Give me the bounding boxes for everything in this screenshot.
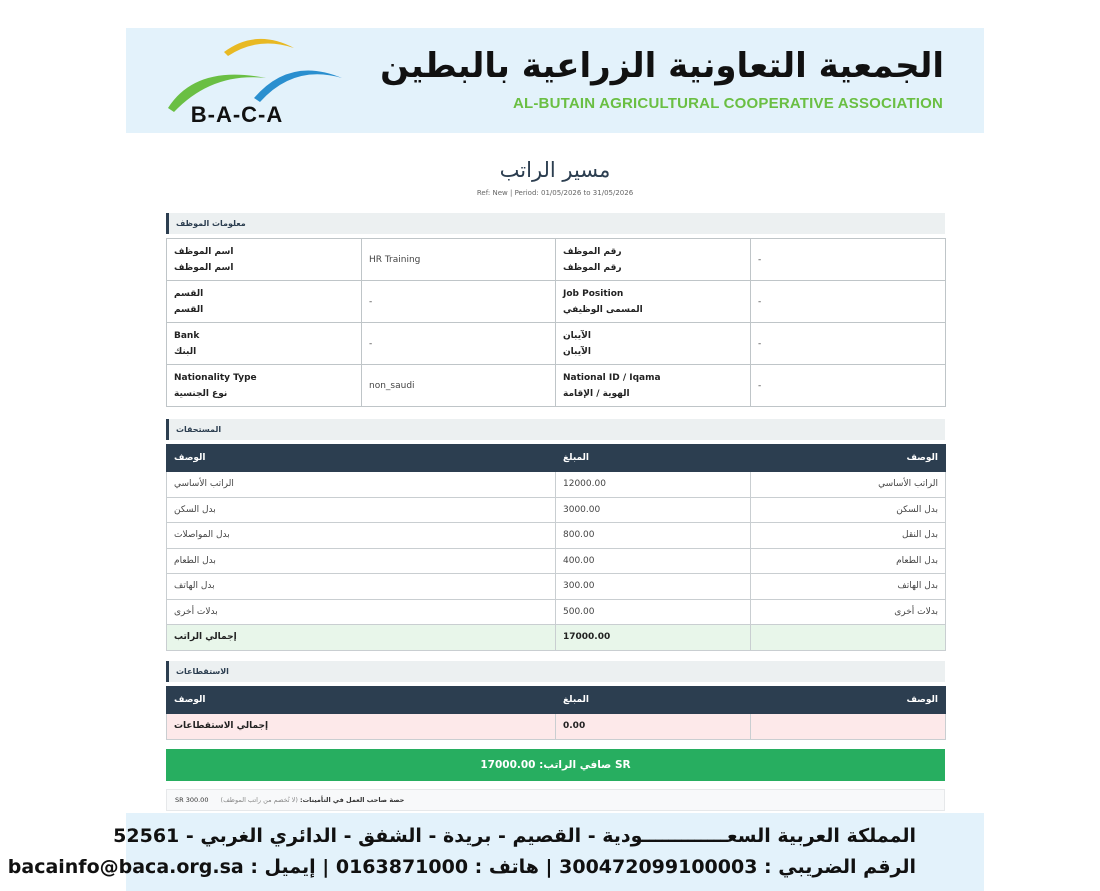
deductions-section-title: الاستقطاعات <box>166 661 945 682</box>
note-muted: (لا تُخصم من راتب الموظف) <box>220 796 298 804</box>
info-value: - <box>751 281 946 323</box>
earnings-total-amount: 17000.00 <box>556 625 751 651</box>
deductions-total-label: إجمالي الاستقطاعات <box>167 714 556 740</box>
org-name-arabic: الجمعية التعاونية الزراعية بالبطين <box>380 46 944 86</box>
info-label: الآيبان الآيبان <box>556 323 751 365</box>
note-label: حصة صاحب العمل في التأمينات: <box>300 796 405 804</box>
earning-description-ar: بدل النقل <box>751 523 946 549</box>
deductions-header-row <box>167 687 946 714</box>
info-value: HR Training <box>362 239 556 281</box>
employee-info-table <box>166 238 946 407</box>
earnings-section-title: المستحقات <box>166 419 945 440</box>
info-value: - <box>751 365 946 407</box>
earnings-row <box>167 548 946 574</box>
earning-amount: 800.00 <box>556 523 751 549</box>
info-label: Nationality Type نوع الجنسية <box>167 365 362 407</box>
earnings-total-row <box>167 625 946 651</box>
info-label: Bank البنك <box>167 323 362 365</box>
earning-description-ar: بدلات أخرى <box>751 599 946 625</box>
col-description-ar: الوصف <box>751 445 946 472</box>
info-label: القسم القسم <box>167 281 362 323</box>
info-label: National ID / Iqama الهوية / الإقامة <box>556 365 751 407</box>
earnings-row <box>167 574 946 600</box>
note-value: SR 300.00 <box>175 796 209 804</box>
info-label: Job Position المسمى الوظيفي <box>556 281 751 323</box>
earning-description-ar: بدل الهاتف <box>751 574 946 600</box>
deductions-total-row <box>167 714 946 740</box>
earning-description: بدل السكن <box>167 497 556 523</box>
info-value: - <box>362 323 556 365</box>
earning-description: بدل الطعام <box>167 548 556 574</box>
col-amount: المبلغ <box>556 445 751 472</box>
earnings-row <box>167 523 946 549</box>
col-description: الوصف <box>167 687 556 714</box>
payslip-page <box>7 28 984 891</box>
deductions-total-amount: 0.00 <box>556 714 751 740</box>
employee-info-section-title: معلومات الموظف <box>166 213 945 234</box>
earnings-row <box>167 472 946 498</box>
info-value: - <box>362 281 556 323</box>
org-name-english: AL-BUTAIN AGRICULTURAL COOPERATIVE ASSOCIATION <box>512 95 943 112</box>
employer-insurance-note <box>166 789 945 811</box>
info-row <box>167 281 946 323</box>
header-banner <box>126 28 984 133</box>
earning-description: الراتب الأساسي <box>167 472 556 498</box>
earnings-total-label: إجمالي الراتب <box>167 625 556 651</box>
earning-description: بدلات أخرى <box>167 599 556 625</box>
info-row <box>167 323 946 365</box>
earnings-total-empty <box>751 625 946 651</box>
earning-description: بدل الهاتف <box>167 574 556 600</box>
earnings-header-row <box>167 445 946 472</box>
document-title: مسير الراتب <box>499 158 611 182</box>
col-amount: المبلغ <box>556 687 751 714</box>
info-row <box>167 239 946 281</box>
earnings-table <box>166 444 946 651</box>
info-value: - <box>751 239 946 281</box>
logo-text: B-A-C-A <box>190 102 284 127</box>
info-row <box>167 365 946 407</box>
info-label: رقم الموظف رقم الموظف <box>556 239 751 281</box>
deductions-table <box>166 686 946 740</box>
earning-amount: 3000.00 <box>556 497 751 523</box>
info-value: non_saudi <box>362 365 556 407</box>
earning-amount: 300.00 <box>556 574 751 600</box>
earning-amount: 500.00 <box>556 599 751 625</box>
col-description: الوصف <box>167 445 556 472</box>
document-subtitle: Ref: New | Period: 01/05/2026 to 31/05/2026 <box>476 189 634 197</box>
earning-amount: 400.00 <box>556 548 751 574</box>
footer-banner <box>7 813 984 891</box>
earning-description-ar: بدل السكن <box>751 497 946 523</box>
footer-address: المملكة العربية السعـــــــــــــودية - القصيم - بريدة - الشفق - الدائري الغربي - 52561 <box>113 825 916 847</box>
deductions-total-empty <box>751 714 946 740</box>
earning-amount: 12000.00 <box>556 472 751 498</box>
info-value: - <box>751 323 946 365</box>
earning-description: بدل المواصلات <box>167 523 556 549</box>
earning-description-ar: الراتب الأساسي <box>751 472 946 498</box>
earnings-row <box>167 599 946 625</box>
col-description-ar: الوصف <box>751 687 946 714</box>
info-label: اسم الموظف اسم الموظف <box>167 239 362 281</box>
footer-contact: الرقم الضريبي : 300472099100003 | هاتف : 0163871000 | إيميل : bacainfo@baca.org.sa <box>7 856 916 878</box>
earning-description-ar: بدل الطعام <box>751 548 946 574</box>
net-salary-bar: SR صافي الراتب: 17000.00 <box>166 749 945 781</box>
earnings-row <box>167 497 946 523</box>
